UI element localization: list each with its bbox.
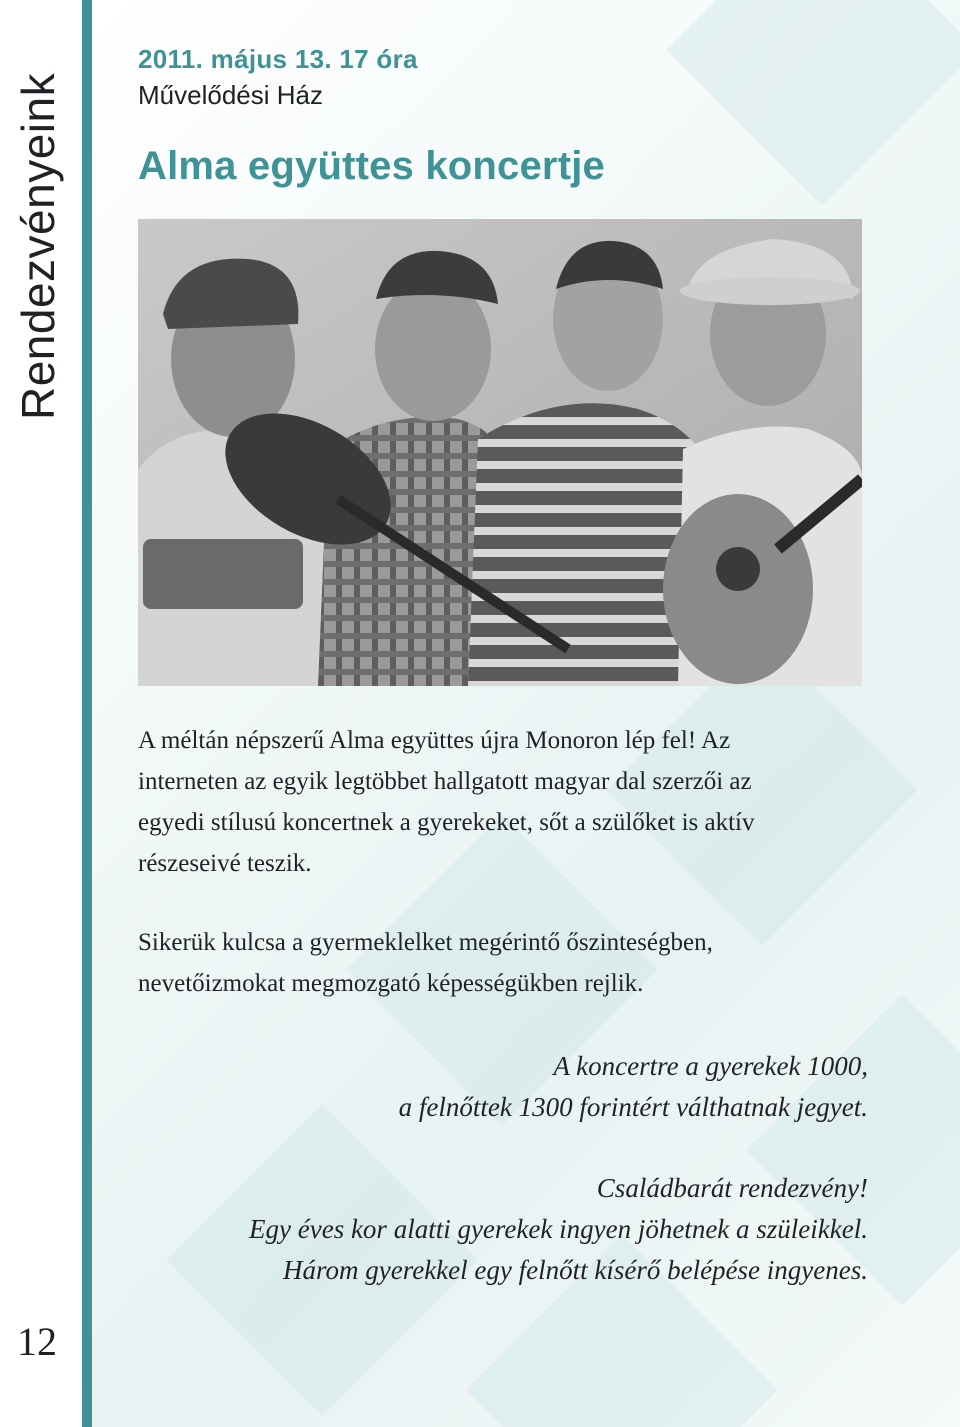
page-title: Alma együttes koncertje <box>138 144 605 188</box>
ticket-price-note <box>128 1046 868 1128</box>
text-line: A méltán népszerű Alma együttes újra Monoron lép fel! Az <box>138 727 731 754</box>
background-diamond <box>666 0 960 206</box>
text-line: Sikerük kulcsa a gyermeklelket megérintő őszinteségben, <box>138 929 713 956</box>
band-photo <box>138 219 862 686</box>
text-line: Egy éves kor alatti gyerekek ingyen jöhetnek a szüleikkel. <box>249 1214 868 1244</box>
text-line: Három gyerekkel egy felnőtt kísérő belépése ingyenes. <box>282 1255 868 1285</box>
band-photo-illustration <box>138 219 862 686</box>
text-line: nevetőizmokat megmozgató képességükben rejlik. <box>138 970 644 997</box>
text-line: részeseivé teszik. <box>138 850 312 877</box>
intro-paragraph <box>138 720 878 884</box>
accent-bar <box>82 0 92 1427</box>
event-date: 2011. május 13. 17 óra <box>138 44 418 74</box>
page-number: 12 <box>17 1319 57 1364</box>
text-line: Családbarát rendezvény! <box>596 1173 868 1203</box>
text-line: a felnőttek 1300 forintért válthatnak jegyet. <box>398 1092 868 1122</box>
text-line: interneten az egyik legtöbbet hallgatott magyar dal szerzői az <box>138 768 752 795</box>
section-label: Rendezvényeink <box>12 72 64 420</box>
event-venue: Művelődési Ház <box>138 80 323 110</box>
text-line: egyedi stílusú koncertnek a gyerekeket, sőt a szülőket is aktív <box>138 809 755 836</box>
success-paragraph <box>138 922 878 1004</box>
family-event-note <box>128 1168 868 1291</box>
text-line: A koncertre a gyerekek 1000, <box>553 1051 868 1081</box>
